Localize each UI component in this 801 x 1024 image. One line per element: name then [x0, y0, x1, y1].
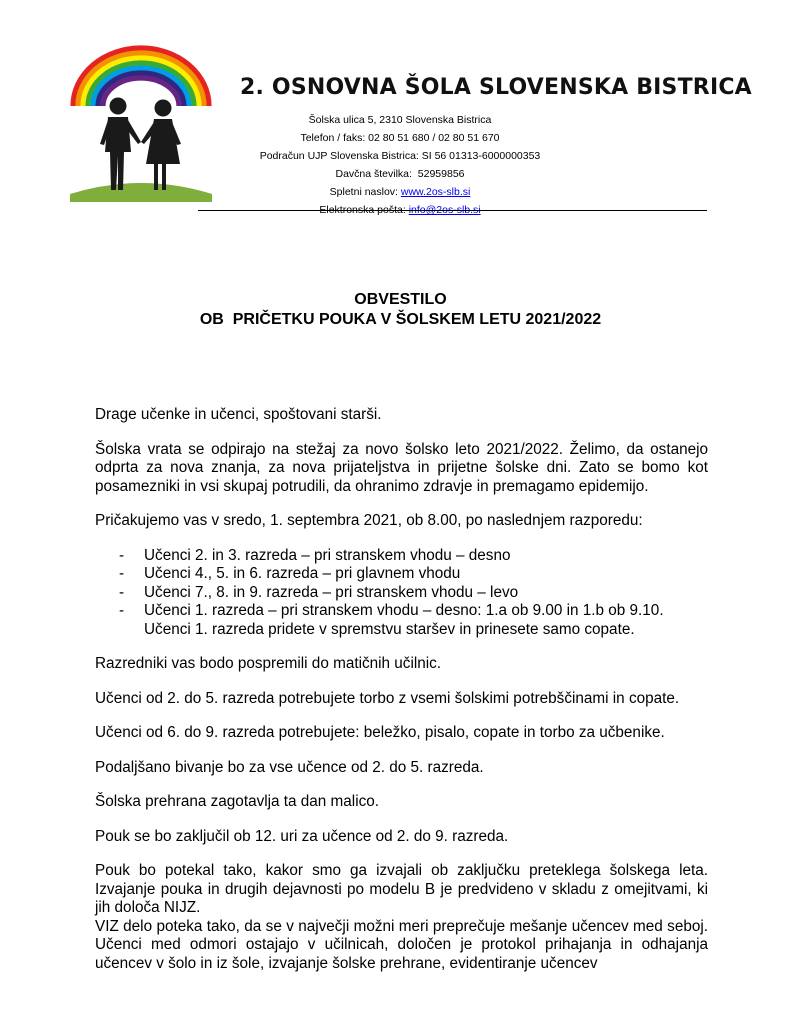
schedule-item: - Učenci 7., 8. in 9. razreda – pri stranskem vhodu – levo [119, 583, 519, 601]
notice-title-line-1: OBVESTILO [354, 291, 447, 308]
arrival-schedule [95, 547, 708, 640]
email-link[interactable]: info@2os-slb.si [408, 204, 481, 216]
schedule-item: - Učenci 2. in 3. razreda – pri stranskem vhodu – desno [119, 546, 511, 564]
school-account: Podračun UJP Slovenska Bistrica: SI 56 01313-6000000353 [259, 150, 541, 162]
intro-paragraph: Šolska vrata se odpirajo na stežaj za novo šolsko leto 2021/2022. Želimo, da ostanejo odprta za nova znanja, za nova prijateljstva in prijetne šolske dni. Zato se bomo kot posamezniki in vsi skupaj potrudili, da ohranimo zdravje in premagamo epidemijo. [95, 440, 708, 495]
tax-label: Davčna številka: [335, 168, 412, 180]
viz-paragraph: VIZ delo poteka tako, da se v največji možni meri preprečuje mešanje učencev med seboj. Učenci med odmori ostajajo v učilnicah, določen je protokol prihajanja in odhajanja učencev v šolo in iz šole, izvajanje šolske prehrane, evidentiranje učencev [95, 917, 708, 972]
extended-stay-paragraph: Podaljšano bivanje bo za vse učence od 2. do 5. razreda. [95, 758, 484, 776]
teachers-paragraph: Razredniki vas bodo pospremili do matičnih učilnic. [95, 655, 442, 672]
schedule-item: - Učenci 4., 5. in 6. razreda – pri glavnem vhodu [119, 565, 461, 582]
meals-paragraph: Šolska prehrana zagotavlja ta dan malico. [95, 793, 380, 810]
notice-title-line-2: OB PRIČETKU POUKA V ŠOLSKEM LETU 2021/2022 [199, 311, 602, 328]
schedule-item: - Učenci 1. razreda – pri stranskem vhodu – desno: 1.a ob 9.00 in 1.b ob 9.10. Učenci 1. razreda pridete v spremstvu staršev in prinesete samo copate. [119, 602, 664, 638]
school-name: 2. OSNOVNA ŠOLA SLOVENSKA BISTRICA [240, 75, 752, 100]
model-paragraph: Pouk bo potekal tako, kakor smo ga izvajali ob zaključku preteklega šolskega leta. Izvajanje pouka in drugih dejavnosti po modelu B je predvideno v skladu z omejitvami, ki jih določa NIJZ. [95, 862, 708, 916]
header-divider [198, 210, 707, 211]
list-dash: - [119, 565, 125, 582]
school-website-row [250, 183, 550, 201]
web-label: Spletni naslov: [329, 186, 398, 198]
notice-title [0, 290, 801, 330]
end-time-paragraph: Pouk se bo zaključil ob 12. uri za učence od 2. do 9. razreda. [95, 827, 509, 845]
school-phone: Telefon / faks: 02 80 51 680 / 02 80 51 670 [300, 132, 500, 144]
grades-2-5-paragraph: Učenci od 2. do 5. razreda potrebujete torbo z vsemi šolskimi potrebščinami in copate. [95, 689, 680, 707]
list-dash: - [119, 602, 125, 619]
contact-info [250, 111, 550, 219]
website-link[interactable]: www.2os-slb.si [400, 186, 471, 198]
notice-body [95, 406, 708, 973]
school-address: Šolska ulica 5, 2310 Slovenska Bistrica [308, 114, 492, 126]
list-dash: - [119, 583, 125, 601]
tax-number: 52959856 [417, 168, 465, 180]
grades-6-9-paragraph: Učenci od 6. do 9. razreda potrebujete: beležko, pisalo, copate in torbo za učbenike. [95, 724, 665, 741]
school-logo [68, 44, 214, 202]
list-dash: - [119, 546, 125, 564]
expectation-paragraph: Pričakujemo vas v sredo, 1. septembra 2021, ob 8.00, po naslednjem razporedu: [95, 512, 643, 529]
school-tax-number-row [250, 165, 550, 183]
email-label: Elektronska pošta: [319, 204, 406, 216]
greeting: Drage učenke in učenci, spoštovani starši. [95, 406, 382, 423]
